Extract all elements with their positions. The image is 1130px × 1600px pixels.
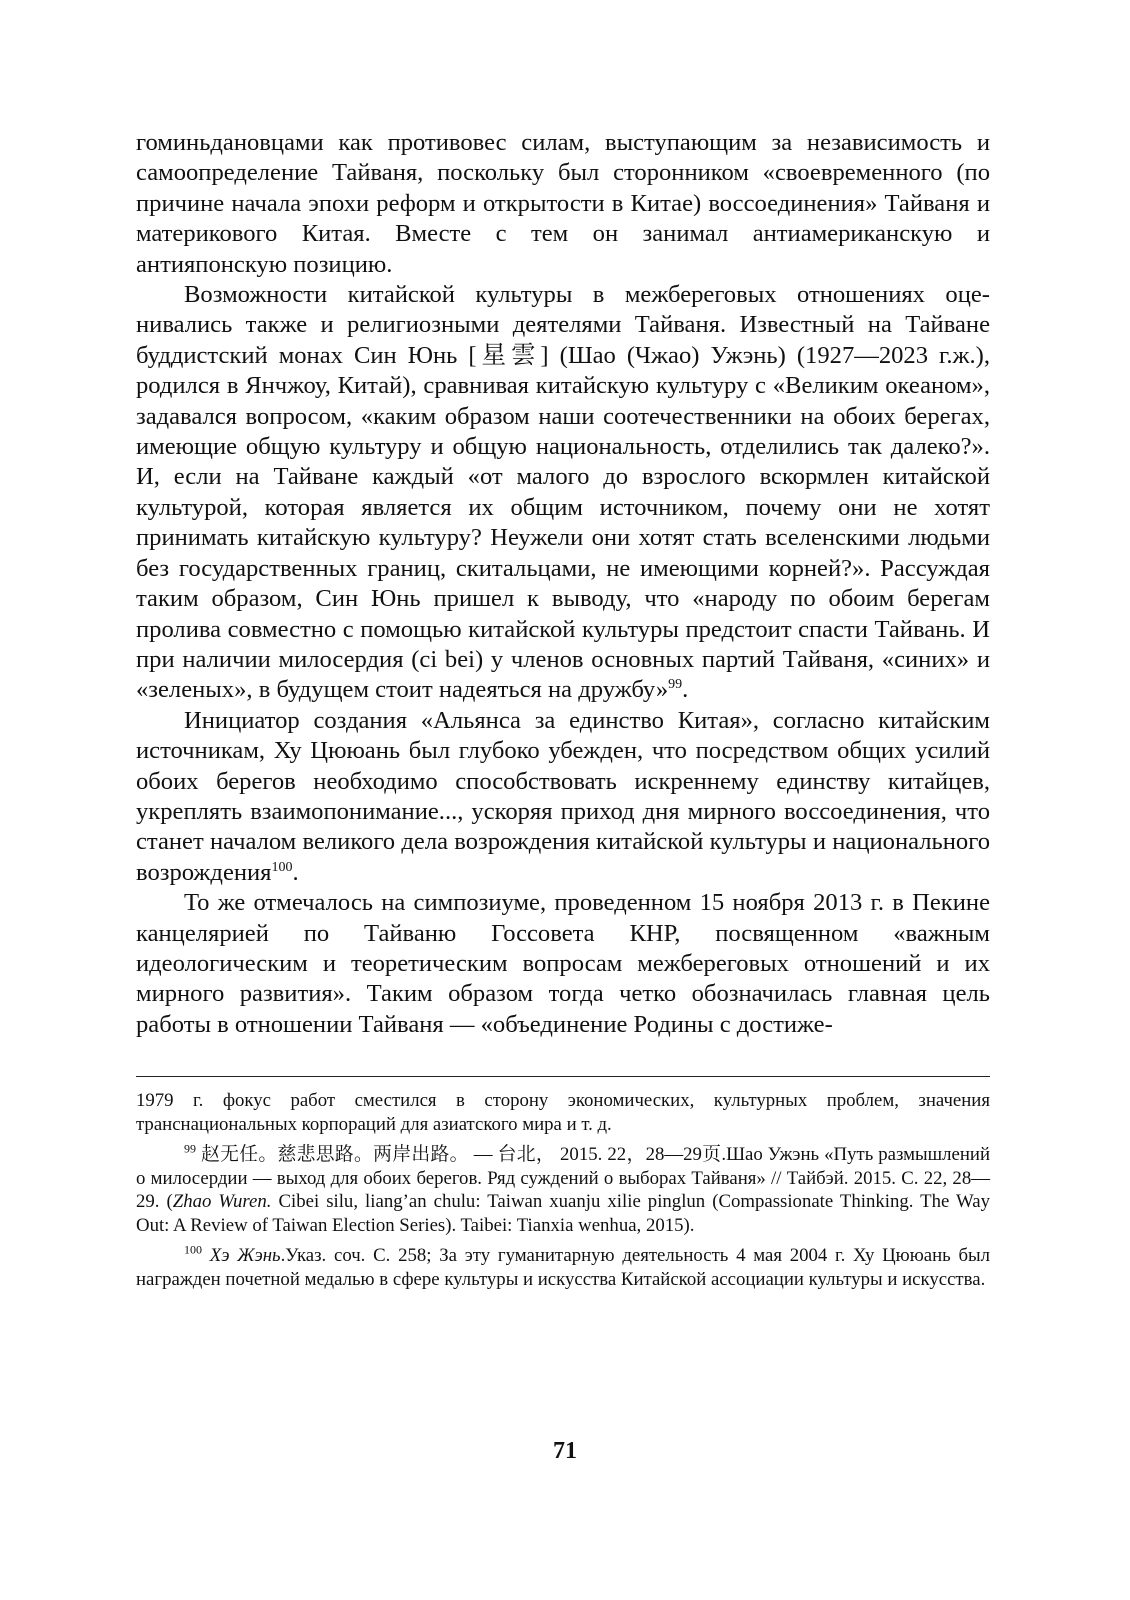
paragraph-3-end: . <box>292 858 299 886</box>
paragraph-4: То же отмечалось на симпозиуме, проведенном 15 ноября 2013 г. в Пекине канцелярией по Тайваню Госсовета КНР, посвященном «важным идеологическим и теоретическим вопросам межбереговых отношений и их мирного развития». Таким образом тогда четко обозначилась главная цель работы в отношении Тайваня — «объединение Родины с достиже- <box>136 889 990 1038</box>
paragraph-2-text: Возможности китайской культуры в межбереговых отношениях оценивались также и религиозными деятелями Тайваня. Известный на Тайване буддистский монах Син Юнь [星雲] (Шао (Чжао) Ужэнь) (1927—2023 г.ж.), родился в Янчжоу, Китай), сравнивая китайскую культуру с «Великим океаном», задавался вопросом, «каким образом наши соотечественники на обоих берегах, имеющие общую культуру и общую национальность, отделились так далеко?». И, если на Тайване каждый «от малого до взрослого вскормлен китайской культурой, которая является их общим источником, почему они не хотят принимать китайскую культуру? Неужели они хотят стать вселенскими людьми без государственных границ, скитальцами, не имеющими корней?». Рассуждая таким образом, Син Юнь пришел к выводу, что «народу по обоим берегам пролива совместно с помощью китайской культуры предстоит спасти Тайвань. И при наличии милосердия (ci bei) у членов основных партий Тайваня, «синих» и «зеленых», в будущем стоит надеяться на дружбу» <box>136 281 990 704</box>
footnote-100 <box>136 1244 990 1292</box>
footnote-100-author: Хэ Жэнь <box>202 1244 281 1266</box>
footnote-100-text: .Указ. соч. С. 258; За эту гуманитарную деятельность 4 мая 2004 г. Ху Цююань был награжден почетной медалью в сфере культуры и искусства Китайской ассоциации культуры и искусства. <box>136 1244 990 1290</box>
footnote-ref-100[interactable]: 100 <box>271 859 293 875</box>
page <box>136 128 990 1298</box>
footnote-continuation: 1979 г. фокус работ сместился в сторону экономических, культурных проблем, значения транснациональных корпораций для азиатского мира и т. д. <box>136 1090 990 1135</box>
page-number: 71 <box>553 1438 577 1464</box>
paragraph-1: гоминьдановцами как противовес силам, выступающим за независимость и самоопределение Тайваня, поскольку был сторонником «своевременного (по причине начала эпохи реформ и открытости в Китае) воссоединения» Тайваня и материкового Китая. Вместе с тем он занимал антиамериканскую и антияпонскую позицию. <box>136 129 990 278</box>
footnote-99 <box>136 1143 990 1238</box>
footnote-divider <box>136 1076 990 1077</box>
footnote-ref-99[interactable]: 99 <box>668 677 683 693</box>
footnotes <box>136 1089 990 1291</box>
footnote-99-text-a: 赵无任。慈悲思路。两岸出路。 — 台北， 2015. 22，28—29页.Шао Ужэнь «Путь размышлений о милосердии — выход для обоих берегов. Ряд суждений о выборах Тайваня» // Тайбэй. 2015. С. 22, 28—29. ( <box>136 1143 990 1213</box>
paragraph-2 <box>136 280 990 706</box>
footnote-99-text-b: Cibei silu, liang’an chulu: Taiwan xuanju xilie pinglun (Compassionate Thinking. The Way Out: A Review of Taiwan Election Series). Taibei: Tianxia wenhua, 2015). <box>136 1191 990 1237</box>
paragraph-2-end: . <box>682 676 689 704</box>
paragraph-3-text: Инициатор создания «Альянса за единство Китая», согласно китайским источникам, Ху Цююань был глубоко убежден, что посредством общих усилий обоих берегов необходимо способствовать искреннему единству китайцев, укреплять взаимопонимание..., ускоряя приход дня мирного воссоединения, что станет началом великого дела возрождения китайской культуры и национального возрождения <box>136 706 990 886</box>
paragraph-3 <box>136 706 990 888</box>
footnote-99-author: Zhao Wuren. <box>172 1191 272 1213</box>
main-text <box>136 128 990 1040</box>
footnote-99-number: 99 <box>184 1141 196 1156</box>
footnote-100-number: 100 <box>184 1242 202 1257</box>
